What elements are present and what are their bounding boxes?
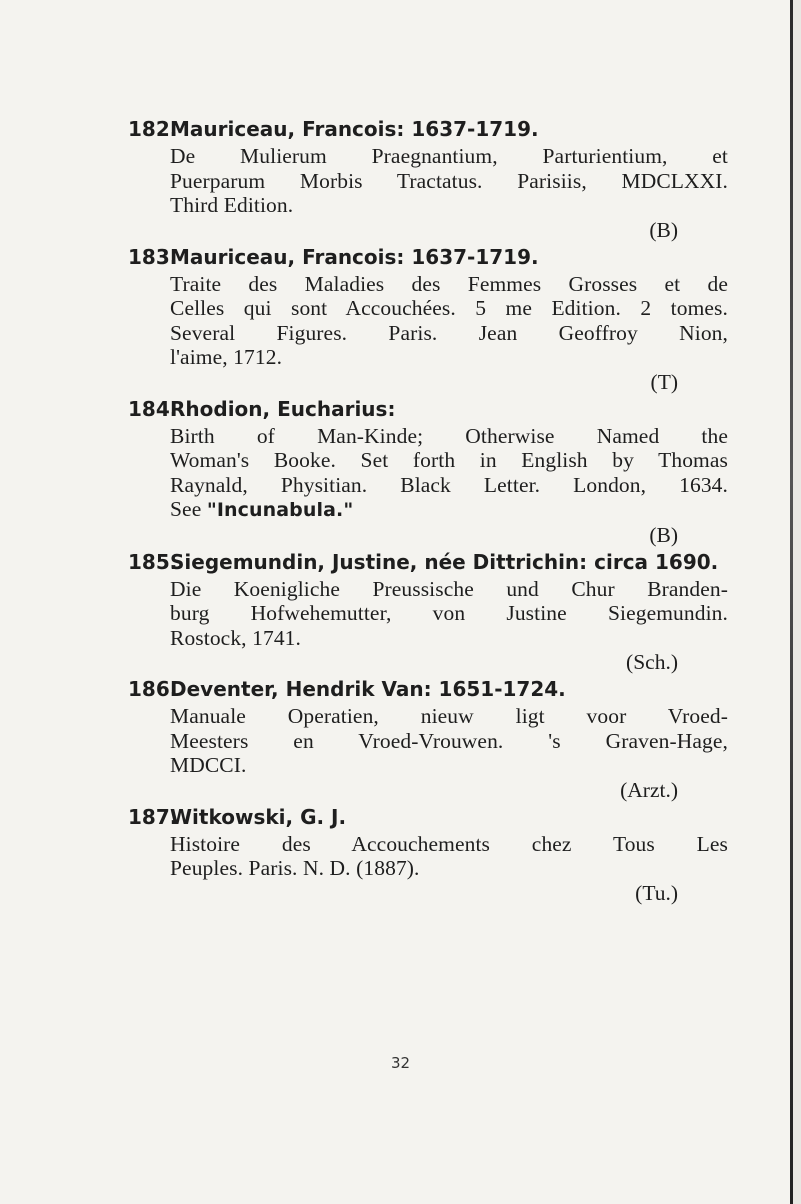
entry-number: 187.	[128, 804, 178, 829]
catalog-entry	[128, 802, 728, 905]
entry-line: Die Koenigliche Preussische und Chur Branden-	[170, 576, 728, 601]
see-label: See	[170, 497, 202, 521]
catalog-entry	[128, 114, 728, 242]
entry-author: Mauriceau, Francois: 1637-1719.	[170, 117, 539, 141]
entry-author: Rhodion, Eucharius:	[170, 396, 396, 421]
page-edge	[793, 0, 801, 1204]
entry-heading	[128, 674, 728, 704]
entry-description	[170, 272, 728, 370]
entry-author: Witkowski, G. J.	[170, 804, 347, 829]
entry-line: Several Figures. Paris. Jean Geoffroy Nion,	[170, 320, 728, 345]
entry-heading	[128, 394, 728, 424]
entry-line: Histoire des Accouchements chez Tous Les	[170, 831, 728, 856]
page-number: 32	[390, 1054, 411, 1072]
entry-number: 186.	[128, 677, 178, 701]
entry-heading	[128, 114, 728, 144]
entry-line: Peuples. Paris. N. D. (1887).	[170, 856, 420, 880]
entry-heading	[128, 242, 728, 272]
entry-line: Puerparum Morbis Tractatus. Parisiis, MDCLXXI.	[170, 168, 728, 193]
catalog-entries	[128, 114, 728, 905]
entry-line: Woman's Booke. Set forth in English by Thomas	[170, 448, 728, 472]
location-code: (Sch.)	[626, 650, 678, 674]
location-code: (Tu.)	[635, 880, 678, 905]
entry-description	[170, 832, 728, 881]
entry-description	[170, 577, 728, 651]
entry-description	[170, 144, 728, 218]
entry-number: 185.	[128, 549, 178, 574]
entry-line: Third Edition.	[170, 193, 294, 217]
entry-heading	[128, 547, 728, 577]
entry-line	[170, 497, 728, 523]
entry-line: l'aime, 1712.	[170, 345, 283, 369]
entry-number: 182.	[128, 117, 178, 141]
location-code: (B)	[649, 522, 678, 547]
location-code: (Arzt.)	[620, 777, 678, 802]
see-reference: "Incunabula."	[206, 499, 354, 521]
entry-line: Birth of Man-Kinde; Otherwise Named the	[170, 423, 728, 448]
entry-line: burg Hofwehemutter, von Justine Siegemundin.	[170, 601, 728, 625]
binding-shadow	[790, 0, 793, 1204]
entry-line: De Mulierum Praegnantium, Parturientium, et	[170, 144, 728, 168]
entry-heading	[128, 802, 728, 832]
catalog-entry	[128, 394, 728, 547]
entry-line: Celles qui sont Accouchées. 5 me Edition. 2 tomes.	[170, 296, 728, 320]
entry-line: Manuale Operatien, nieuw ligt voor Vroed-	[170, 704, 728, 728]
entry-line: Raynald, Physitian. Black Letter. London, 1634.	[170, 472, 728, 497]
catalog-entry	[128, 547, 728, 675]
location-code: (B)	[649, 217, 678, 242]
catalog-entry	[128, 674, 728, 802]
entry-description	[170, 424, 728, 523]
location-code: (T)	[650, 369, 678, 394]
catalog-entry	[128, 242, 728, 394]
entry-author: Siegemundin, Justine, née Dittrichin: circa 1690.	[170, 549, 719, 574]
entry-line: Meesters en Vroed-Vrouwen. 's Graven-Hage,	[170, 728, 728, 753]
entry-number: 183.	[128, 244, 178, 269]
entry-line: Traite des Maladies des Femmes Grosses et de	[170, 271, 728, 296]
entry-line: Rostock, 1741.	[170, 625, 301, 650]
entry-author: Mauriceau, Francois: 1637-1719.	[170, 244, 539, 269]
entry-description	[170, 704, 728, 778]
entry-author: Deventer, Hendrik Van: 1651-1724.	[170, 677, 566, 701]
entry-line: MDCCI.	[170, 753, 247, 777]
entry-number: 184.	[128, 396, 178, 421]
